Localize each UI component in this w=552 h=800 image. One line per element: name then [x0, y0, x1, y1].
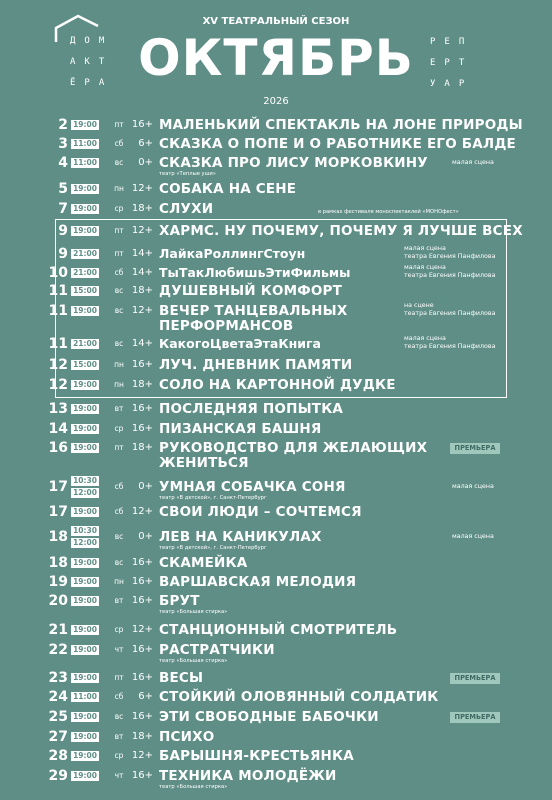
event-title: СТАНЦИОННЫЙ СМОТРИТЕЛЬ [159, 622, 398, 638]
event-age-rating: 6+ [138, 138, 153, 149]
event-day: 23 [48, 670, 68, 686]
event-title: ДУШЕВНЫЙ КОМФОРТ [159, 283, 343, 299]
event-age-rating: 12+ [131, 225, 153, 236]
event-weekday: сб [114, 139, 124, 148]
event-company: театр «Большая стирка» [159, 609, 228, 615]
premiere-badge: ПРЕМЬЕРА [450, 712, 500, 723]
event-weekday: вс [114, 558, 124, 567]
event-weekday: сб [114, 507, 124, 516]
event-weekday: чт [114, 645, 124, 654]
event-age-rating: 18+ [131, 285, 153, 296]
event-title: ЖЕНИТЬСЯ [159, 455, 249, 471]
month-title: ОКТЯБРЬ [138, 29, 414, 87]
event-age-rating: 16+ [131, 359, 153, 370]
event-age-rating: 12+ [131, 624, 153, 635]
event-title: МАЛЕНЬКИЙ СПЕКТАКЛЬ НА ЛОНЕ ПРИРОДЫ [159, 117, 523, 133]
event-time-badge: 19:00 [71, 577, 99, 587]
event-title: БРУТ [159, 593, 200, 609]
event-title: РУКОВОДСТВО ДЛЯ ЖЕЛАЮЩИХ [159, 440, 428, 456]
event-company: театр «Теплые уши» [159, 171, 216, 177]
event-weekday: вс [114, 712, 124, 721]
event-title: СВОИ ЛЮДИ – СОЧТЕМСЯ [159, 504, 362, 520]
event-weekday: вт [114, 596, 124, 605]
event-day: 28 [48, 748, 68, 764]
event-age-rating: 16+ [131, 770, 153, 781]
event-day: 4 [58, 155, 68, 171]
event-venue-note: малая сцена [452, 533, 494, 540]
year-label: 2026 [263, 96, 289, 107]
event-age-rating: 6+ [138, 691, 153, 702]
event-title: ХАРМС. НУ ПОЧЕМУ, ПОЧЕМУ Я ЛУЧШЕ ВСЕХ [159, 223, 523, 239]
event-weekday: ср [114, 625, 124, 634]
event-age-rating: 16+ [131, 119, 153, 130]
event-title: СКАЗКА О ПОПЕ И О РАБОТНИКЕ ЕГО БАЛДЕ [159, 136, 516, 152]
event-time-badge: 19:00 [71, 424, 99, 434]
event-title: БАРЫШНЯ-КРЕСТЬЯНКА [159, 748, 354, 764]
event-day: 5 [58, 181, 68, 197]
event-age-rating: 16+ [131, 644, 153, 655]
event-age-rating: 16+ [131, 403, 153, 414]
event-age-rating: 16+ [131, 711, 153, 722]
event-time-badge: 19:00 [71, 558, 99, 568]
event-time-badge: 19:00 [71, 204, 99, 214]
event-time-badge: 19:00 [71, 443, 99, 453]
logo-letters-row-1: ДОМ [70, 36, 114, 46]
event-weekday: сб [114, 268, 124, 277]
event-company: театр «Большая стирка» [159, 784, 228, 790]
event-title: ВАРШАВСКАЯ МЕЛОДИЯ [159, 574, 357, 590]
event-day: 17 [48, 504, 68, 520]
event-age-rating: 0+ [138, 531, 153, 542]
event-day: 13 [48, 401, 68, 417]
event-weekday: чт [114, 771, 124, 780]
event-day: 2 [58, 117, 68, 133]
event-age-rating: 14+ [131, 338, 153, 349]
event-age-rating: 12+ [131, 305, 153, 316]
event-title: СТОЙКИЙ ОЛОВЯННЫЙ СОЛДАТИК [159, 689, 439, 705]
event-day: 16 [48, 440, 68, 456]
event-title: СОБАКА НА СЕНЕ [159, 181, 297, 197]
repertoire-letters-row-3: УАР [430, 79, 474, 89]
event-title: РАСТРАТЧИКИ [159, 642, 275, 658]
event-day: 24 [48, 689, 68, 705]
event-day: 9 [58, 246, 68, 262]
event-weekday: пт [114, 249, 124, 258]
event-age-rating: 12+ [131, 506, 153, 517]
event-time-badge: 19:00 [71, 712, 99, 722]
premiere-badge: ПРЕМЬЕРА [450, 443, 500, 454]
event-weekday: пт [114, 443, 124, 452]
event-weekday: пн [114, 577, 124, 586]
event-day: 25 [48, 709, 68, 725]
event-title: ТыТакЛюбишьЭтиФильмы [159, 265, 351, 280]
event-title: ЛУЧ. ДНЕВНИК ПАМЯТИ [159, 357, 353, 373]
event-weekday: пт [114, 226, 124, 235]
event-day: 12 [48, 357, 68, 373]
event-day: 18 [48, 555, 68, 571]
event-venue-note: малая сцена [404, 245, 446, 252]
event-title: ЛЕВ НА КАНИКУЛАХ [159, 529, 322, 545]
event-weekday: вс [114, 158, 124, 167]
event-time-badge: 15:00 [71, 286, 99, 296]
event-time-badge: 19:00 [71, 596, 99, 606]
event-time-badge: 19:00 [71, 226, 99, 236]
event-weekday: ср [114, 424, 124, 433]
event-title: СКАМЕЙКА [159, 555, 248, 571]
event-weekday: сб [114, 692, 124, 701]
event-age-rating: 16+ [131, 595, 153, 606]
event-day: 22 [48, 642, 68, 658]
event-weekday: вс [114, 532, 124, 541]
event-age-rating: 16+ [131, 576, 153, 587]
event-day: 14 [48, 421, 68, 437]
event-day: 10 [48, 265, 68, 281]
event-time-badge: 10:30 [71, 526, 99, 536]
event-company: театр «Большая стирка» [159, 658, 228, 664]
event-time-badge: 19:00 [71, 380, 99, 390]
event-time-badge: 19:00 [71, 507, 99, 517]
event-day: 3 [58, 136, 68, 152]
event-day: 11 [48, 336, 68, 352]
event-venue-note: театра Евгения Панфилова [404, 253, 496, 260]
event-title: ПЕРФОРМАНСОВ [159, 318, 294, 334]
event-age-rating: 18+ [131, 442, 153, 453]
event-weekday: вс [114, 339, 124, 348]
event-time-badge: 21:00 [71, 268, 99, 278]
event-time-badge: 19:00 [71, 625, 99, 635]
event-venue-note: малая сцена [452, 483, 494, 490]
event-weekday: сб [114, 482, 124, 491]
event-time-badge: 19:00 [71, 120, 99, 130]
event-day: 20 [48, 593, 68, 609]
event-venue-note: театра Евгения Панфилова [404, 343, 496, 350]
event-time-badge: 19:00 [71, 751, 99, 761]
event-age-rating: 16+ [131, 672, 153, 683]
event-weekday: пн [114, 184, 124, 193]
event-title: КакогоЦветаЭтаКнига [159, 336, 321, 351]
event-age-rating: 12+ [131, 183, 153, 194]
event-day: 18 [48, 529, 68, 545]
event-day: 19 [48, 574, 68, 590]
event-weekday: вс [114, 306, 124, 315]
event-age-rating: 18+ [131, 731, 153, 742]
event-weekday: пн [114, 360, 124, 369]
event-age-rating: 12+ [131, 750, 153, 761]
event-day: 11 [48, 283, 68, 299]
event-weekday: ср [114, 204, 124, 213]
event-weekday: пт [114, 673, 124, 682]
event-time-badge: 19:00 [71, 404, 99, 414]
event-day: 17 [48, 479, 68, 495]
event-venue-note: малая сцена [452, 159, 494, 166]
event-day: 7 [58, 201, 68, 217]
logo-letters-row-2: АКТ [70, 57, 114, 67]
event-time-badge: 11:00 [71, 158, 99, 168]
season-title: XV ТЕАТРАЛЬНЫЙ СЕЗОН [202, 16, 350, 27]
event-age-rating: 14+ [131, 248, 153, 259]
event-age-rating: 16+ [131, 557, 153, 568]
event-title: СКАЗКА ПРО ЛИСУ МОРКОВКИНУ [159, 155, 428, 171]
event-time-badge: 21:00 [71, 339, 99, 349]
event-time-badge: 19:00 [71, 673, 99, 683]
event-company: театр «В детской», г. Санкт-Петербург [159, 545, 267, 551]
repertoire-letters-row-2: ЕРТ [430, 58, 474, 68]
event-time-badge: 12:00 [71, 538, 99, 548]
event-weekday: пн [114, 380, 124, 389]
event-time-badge: 21:00 [71, 249, 99, 259]
event-weekday: вт [114, 732, 124, 741]
event-weekday: ср [114, 751, 124, 760]
event-day: 29 [48, 768, 68, 784]
event-day: 9 [58, 223, 68, 239]
logo-letters-row-3: ЁРА [70, 78, 114, 88]
event-company: театр «В детской», г. Санкт-Петербург [159, 495, 267, 501]
event-title: ПСИХО [159, 729, 215, 745]
event-age-rating: 0+ [138, 157, 153, 168]
event-title: ПОСЛЕДНЯЯ ПОПЫТКА [159, 401, 344, 417]
event-title: ТЕХНИКА МОЛОДЁЖИ [159, 768, 337, 784]
event-age-rating: 14+ [131, 267, 153, 278]
repertoire-letters-row-1: РЕП [430, 37, 474, 47]
event-title: УМНАЯ СОБАЧКА СОНЯ [159, 479, 346, 495]
event-title: ВЕСЫ [159, 670, 204, 686]
event-time-badge: 11:00 [71, 692, 99, 702]
event-day: 11 [48, 303, 68, 319]
event-time-badge: 19:00 [71, 645, 99, 655]
event-venue-note: театра Евгения Панфилова [404, 272, 496, 279]
premiere-badge: ПРЕМЬЕРА [450, 673, 500, 684]
event-title: ВЕЧЕР ТАНЦЕВАЛЬНЫХ [159, 303, 348, 319]
event-age-rating: 16+ [131, 423, 153, 434]
event-weekday: вт [114, 404, 124, 413]
event-age-rating: 18+ [131, 379, 153, 390]
event-venue-note: на сцене [404, 302, 434, 309]
event-time-badge: 19:00 [71, 184, 99, 194]
event-weekday: пт [114, 120, 124, 129]
event-time-badge: 12:00 [71, 488, 99, 498]
event-time-badge: 10:30 [71, 476, 99, 486]
event-venue-note: малая сцена [404, 335, 446, 342]
event-time-badge: 15:00 [71, 360, 99, 370]
event-day: 21 [48, 622, 68, 638]
event-venue-note: малая сцена [404, 264, 446, 271]
event-title: СОЛО НА КАРТОННОЙ ДУДКЕ [159, 377, 396, 393]
event-day: 27 [48, 729, 68, 745]
festival-note: в рамках фестиваля моноспектаклей «МОНОфест» [318, 209, 459, 215]
event-venue-note: театра Евгения Панфилова [404, 310, 496, 317]
event-title: ЛайкаРоллингСтоун [159, 246, 306, 261]
event-age-rating: 18+ [131, 203, 153, 214]
event-title: ЭТИ СВОБОДНЫЕ БАБОЧКИ [159, 709, 379, 725]
event-time-badge: 19:00 [71, 771, 99, 781]
event-title: СЛУХИ [159, 201, 214, 217]
event-day: 12 [48, 377, 68, 393]
event-time-badge: 19:00 [71, 306, 99, 316]
event-age-rating: 0+ [138, 481, 153, 492]
event-title: ПИЗАНСКАЯ БАШНЯ [159, 421, 322, 437]
event-weekday: вс [114, 286, 124, 295]
event-time-badge: 11:00 [71, 139, 99, 149]
event-time-badge: 19:00 [71, 732, 99, 742]
